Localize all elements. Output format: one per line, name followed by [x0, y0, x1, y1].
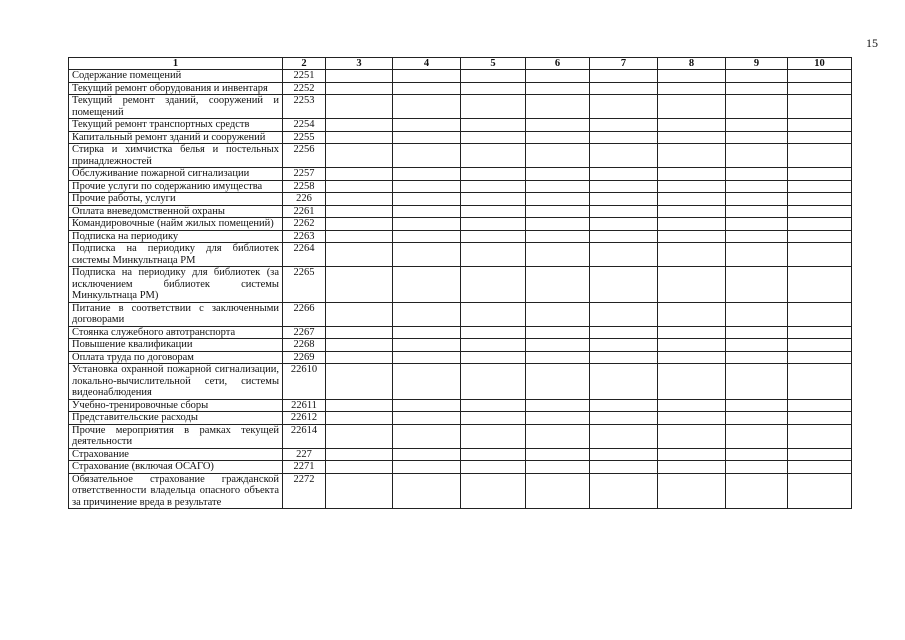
row-code: 226 [283, 193, 326, 206]
empty-cell [326, 364, 393, 400]
empty-cell [526, 412, 590, 425]
row-name: Текущий ремонт зданий, сооружений и помещений [69, 95, 283, 119]
empty-cell [658, 144, 726, 168]
table-row [69, 205, 852, 218]
column-header: 6 [526, 58, 590, 70]
empty-cell [461, 364, 526, 400]
empty-cell [461, 180, 526, 193]
empty-cell [526, 461, 590, 474]
empty-cell [726, 461, 788, 474]
empty-cell [526, 180, 590, 193]
empty-cell [326, 424, 393, 448]
empty-cell [788, 144, 852, 168]
row-code: 2264 [283, 243, 326, 267]
empty-cell [461, 412, 526, 425]
empty-cell [788, 95, 852, 119]
empty-cell [590, 218, 658, 231]
empty-cell [658, 131, 726, 144]
empty-cell [590, 180, 658, 193]
empty-cell [461, 302, 526, 326]
row-code: 2258 [283, 180, 326, 193]
empty-cell [461, 399, 526, 412]
row-code: 22612 [283, 412, 326, 425]
empty-cell [788, 351, 852, 364]
column-header: 3 [326, 58, 393, 70]
empty-cell [788, 243, 852, 267]
empty-cell [726, 351, 788, 364]
empty-cell [326, 412, 393, 425]
empty-cell [726, 339, 788, 352]
empty-cell [326, 131, 393, 144]
row-name: Подписка на периодику [69, 230, 283, 243]
table-row [69, 180, 852, 193]
empty-cell [326, 267, 393, 303]
empty-cell [788, 205, 852, 218]
row-name: Прочие услуги по содержанию имущества [69, 180, 283, 193]
row-code: 2252 [283, 82, 326, 95]
empty-cell [726, 302, 788, 326]
empty-cell [526, 82, 590, 95]
row-name: Стоянка служебного автотранспорта [69, 326, 283, 339]
empty-cell [658, 70, 726, 83]
empty-cell [788, 473, 852, 509]
empty-cell [788, 461, 852, 474]
row-code: 2266 [283, 302, 326, 326]
table-row [69, 131, 852, 144]
row-name: Капитальный ремонт зданий и сооружений [69, 131, 283, 144]
empty-cell [726, 267, 788, 303]
empty-cell [658, 119, 726, 132]
row-code: 2262 [283, 218, 326, 231]
table-row [69, 230, 852, 243]
empty-cell [726, 144, 788, 168]
column-header: 8 [658, 58, 726, 70]
empty-cell [526, 144, 590, 168]
empty-cell [393, 144, 461, 168]
empty-cell [658, 351, 726, 364]
empty-cell [590, 399, 658, 412]
empty-cell [658, 230, 726, 243]
row-code: 2254 [283, 119, 326, 132]
empty-cell [590, 424, 658, 448]
empty-cell [526, 326, 590, 339]
row-name: Представительские расходы [69, 412, 283, 425]
empty-cell [726, 205, 788, 218]
empty-cell [726, 424, 788, 448]
empty-cell [326, 144, 393, 168]
empty-cell [326, 473, 393, 509]
row-name: Страхование [69, 448, 283, 461]
table-row [69, 82, 852, 95]
empty-cell [788, 168, 852, 181]
row-code: 22610 [283, 364, 326, 400]
row-name: Обязательное страхование гражданской ответственности владельца опасного объекта за причинение вреда в результате [69, 473, 283, 509]
row-code: 2269 [283, 351, 326, 364]
empty-cell [726, 218, 788, 231]
empty-cell [788, 119, 852, 132]
table-row [69, 473, 852, 509]
empty-cell [590, 448, 658, 461]
empty-cell [393, 70, 461, 83]
empty-cell [393, 339, 461, 352]
table-row [69, 461, 852, 474]
empty-cell [461, 243, 526, 267]
page-number: 15 [866, 36, 878, 50]
empty-cell [393, 95, 461, 119]
empty-cell [326, 461, 393, 474]
empty-cell [393, 302, 461, 326]
empty-cell [526, 193, 590, 206]
table-row [69, 193, 852, 206]
empty-cell [526, 243, 590, 267]
empty-cell [393, 424, 461, 448]
empty-cell [393, 180, 461, 193]
empty-cell [393, 351, 461, 364]
row-name: Страхование (включая ОСАГО) [69, 461, 283, 474]
row-code: 2261 [283, 205, 326, 218]
empty-cell [393, 193, 461, 206]
empty-cell [590, 243, 658, 267]
empty-cell [658, 412, 726, 425]
row-code: 2265 [283, 267, 326, 303]
empty-cell [726, 448, 788, 461]
row-name: Прочие работы, услуги [69, 193, 283, 206]
table-row [69, 351, 852, 364]
empty-cell [326, 95, 393, 119]
empty-cell [393, 461, 461, 474]
row-name: Прочие мероприятия в рамках текущей деятельности [69, 424, 283, 448]
table-row [69, 364, 852, 400]
empty-cell [658, 95, 726, 119]
empty-cell [393, 473, 461, 509]
empty-cell [590, 302, 658, 326]
empty-cell [726, 230, 788, 243]
empty-cell [788, 339, 852, 352]
empty-cell [788, 326, 852, 339]
empty-cell [461, 144, 526, 168]
empty-cell [326, 193, 393, 206]
empty-cell [461, 119, 526, 132]
table-row [69, 144, 852, 168]
empty-cell [658, 424, 726, 448]
empty-cell [393, 364, 461, 400]
empty-cell [393, 412, 461, 425]
row-name: Оплата труда по договорам [69, 351, 283, 364]
table-row [69, 243, 852, 267]
empty-cell [726, 180, 788, 193]
empty-cell [526, 364, 590, 400]
empty-cell [326, 351, 393, 364]
empty-cell [461, 473, 526, 509]
empty-cell [590, 230, 658, 243]
empty-cell [526, 399, 590, 412]
empty-cell [393, 131, 461, 144]
empty-cell [326, 448, 393, 461]
row-code: 2263 [283, 230, 326, 243]
empty-cell [590, 168, 658, 181]
table-row [69, 70, 852, 83]
table-row [69, 326, 852, 339]
table-row [69, 218, 852, 231]
empty-cell [326, 180, 393, 193]
row-code: 2256 [283, 144, 326, 168]
empty-cell [326, 302, 393, 326]
table-row [69, 168, 852, 181]
empty-cell [726, 131, 788, 144]
empty-cell [393, 243, 461, 267]
header-row [69, 58, 852, 70]
empty-cell [590, 339, 658, 352]
column-header: 7 [590, 58, 658, 70]
empty-cell [788, 412, 852, 425]
empty-cell [658, 399, 726, 412]
row-code: 22614 [283, 424, 326, 448]
empty-cell [590, 205, 658, 218]
empty-cell [461, 95, 526, 119]
empty-cell [461, 193, 526, 206]
empty-cell [461, 218, 526, 231]
empty-cell [788, 364, 852, 400]
empty-cell [461, 267, 526, 303]
empty-cell [726, 82, 788, 95]
empty-cell [590, 326, 658, 339]
row-name: Обслуживание пожарной сигнализации [69, 168, 283, 181]
empty-cell [461, 461, 526, 474]
empty-cell [461, 168, 526, 181]
empty-cell [590, 351, 658, 364]
empty-cell [526, 131, 590, 144]
empty-cell [788, 448, 852, 461]
column-header: 10 [788, 58, 852, 70]
empty-cell [326, 168, 393, 181]
row-code: 2272 [283, 473, 326, 509]
row-code: 2267 [283, 326, 326, 339]
empty-cell [658, 193, 726, 206]
empty-cell [461, 70, 526, 83]
empty-cell [461, 448, 526, 461]
empty-cell [526, 205, 590, 218]
row-name: Питание в соответствии с заключенными договорами [69, 302, 283, 326]
table-row [69, 412, 852, 425]
table-row [69, 95, 852, 119]
empty-cell [461, 82, 526, 95]
empty-cell [658, 180, 726, 193]
column-header: 9 [726, 58, 788, 70]
column-header: 5 [461, 58, 526, 70]
row-name: Командировочные (найм жилых помещений) [69, 218, 283, 231]
empty-cell [726, 473, 788, 509]
empty-cell [526, 351, 590, 364]
empty-cell [526, 70, 590, 83]
table-row [69, 448, 852, 461]
empty-cell [590, 412, 658, 425]
empty-cell [326, 205, 393, 218]
empty-cell [326, 230, 393, 243]
table-row [69, 424, 852, 448]
row-code: 2253 [283, 95, 326, 119]
empty-cell [326, 399, 393, 412]
empty-cell [788, 70, 852, 83]
empty-cell [788, 267, 852, 303]
empty-cell [590, 131, 658, 144]
empty-cell [526, 302, 590, 326]
empty-cell [526, 267, 590, 303]
empty-cell [590, 267, 658, 303]
table-row [69, 267, 852, 303]
empty-cell [461, 230, 526, 243]
expense-table [68, 57, 852, 509]
empty-cell [526, 424, 590, 448]
column-header: 1 [69, 58, 283, 70]
empty-cell [658, 364, 726, 400]
empty-cell [526, 230, 590, 243]
empty-cell [393, 119, 461, 132]
row-name: Стирка и химчистка белья и постельных принадлежностей [69, 144, 283, 168]
empty-cell [326, 326, 393, 339]
empty-cell [658, 267, 726, 303]
table-row [69, 302, 852, 326]
empty-cell [393, 168, 461, 181]
empty-cell [393, 82, 461, 95]
row-name: Учебно-тренировочные сборы [69, 399, 283, 412]
empty-cell [393, 267, 461, 303]
row-name: Повышение квалификации [69, 339, 283, 352]
empty-cell [461, 339, 526, 352]
empty-cell [590, 82, 658, 95]
empty-cell [590, 144, 658, 168]
empty-cell [590, 364, 658, 400]
empty-cell [658, 243, 726, 267]
empty-cell [658, 168, 726, 181]
empty-cell [726, 193, 788, 206]
empty-cell [526, 473, 590, 509]
empty-cell [788, 424, 852, 448]
row-code: 2251 [283, 70, 326, 83]
empty-cell [461, 205, 526, 218]
row-code: 22611 [283, 399, 326, 412]
empty-cell [788, 82, 852, 95]
empty-cell [726, 243, 788, 267]
table-row [69, 339, 852, 352]
empty-cell [658, 339, 726, 352]
row-code: 227 [283, 448, 326, 461]
row-name: Подписка на периодику для библиотек (за исключением библиотек системы Минкультнаца РМ) [69, 267, 283, 303]
table-row [69, 119, 852, 132]
empty-cell [590, 119, 658, 132]
empty-cell [326, 243, 393, 267]
column-header: 4 [393, 58, 461, 70]
column-header: 2 [283, 58, 326, 70]
row-name: Текущий ремонт транспортных средств [69, 119, 283, 132]
empty-cell [590, 70, 658, 83]
empty-cell [461, 326, 526, 339]
empty-cell [461, 351, 526, 364]
empty-cell [326, 70, 393, 83]
table-row [69, 399, 852, 412]
empty-cell [726, 412, 788, 425]
row-code: 2257 [283, 168, 326, 181]
row-name: Установка охранной пожарной сигнализации, локально-вычислительной сети, системы видеонаблюдения [69, 364, 283, 400]
empty-cell [526, 218, 590, 231]
empty-cell [526, 95, 590, 119]
empty-cell [658, 205, 726, 218]
empty-cell [726, 364, 788, 400]
empty-cell [393, 218, 461, 231]
empty-cell [393, 448, 461, 461]
empty-cell [788, 399, 852, 412]
empty-cell [658, 218, 726, 231]
empty-cell [326, 218, 393, 231]
row-code: 2268 [283, 339, 326, 352]
empty-cell [590, 95, 658, 119]
row-name: Оплата вневедомственной охраны [69, 205, 283, 218]
empty-cell [393, 326, 461, 339]
empty-cell [461, 131, 526, 144]
empty-cell [726, 119, 788, 132]
empty-cell [393, 205, 461, 218]
empty-cell [393, 399, 461, 412]
empty-cell [526, 339, 590, 352]
empty-cell [658, 461, 726, 474]
row-name: Подписка на периодику для библиотек системы Минкультнаца РМ [69, 243, 283, 267]
empty-cell [788, 180, 852, 193]
empty-cell [658, 82, 726, 95]
empty-cell [526, 448, 590, 461]
empty-cell [658, 326, 726, 339]
empty-cell [326, 82, 393, 95]
empty-cell [788, 230, 852, 243]
empty-cell [526, 168, 590, 181]
empty-cell [658, 302, 726, 326]
empty-cell [726, 95, 788, 119]
empty-cell [590, 193, 658, 206]
empty-cell [393, 230, 461, 243]
empty-cell [326, 339, 393, 352]
empty-cell [526, 119, 590, 132]
empty-cell [590, 473, 658, 509]
empty-cell [788, 218, 852, 231]
row-name: Содержание помещений [69, 70, 283, 83]
empty-cell [461, 424, 526, 448]
empty-cell [326, 119, 393, 132]
empty-cell [788, 131, 852, 144]
empty-cell [658, 473, 726, 509]
empty-cell [788, 302, 852, 326]
row-code: 2255 [283, 131, 326, 144]
empty-cell [590, 461, 658, 474]
empty-cell [726, 70, 788, 83]
row-name: Текущий ремонт оборудования и инвентаря [69, 82, 283, 95]
empty-cell [658, 448, 726, 461]
empty-cell [726, 399, 788, 412]
empty-cell [726, 168, 788, 181]
empty-cell [726, 326, 788, 339]
row-code: 2271 [283, 461, 326, 474]
empty-cell [788, 193, 852, 206]
